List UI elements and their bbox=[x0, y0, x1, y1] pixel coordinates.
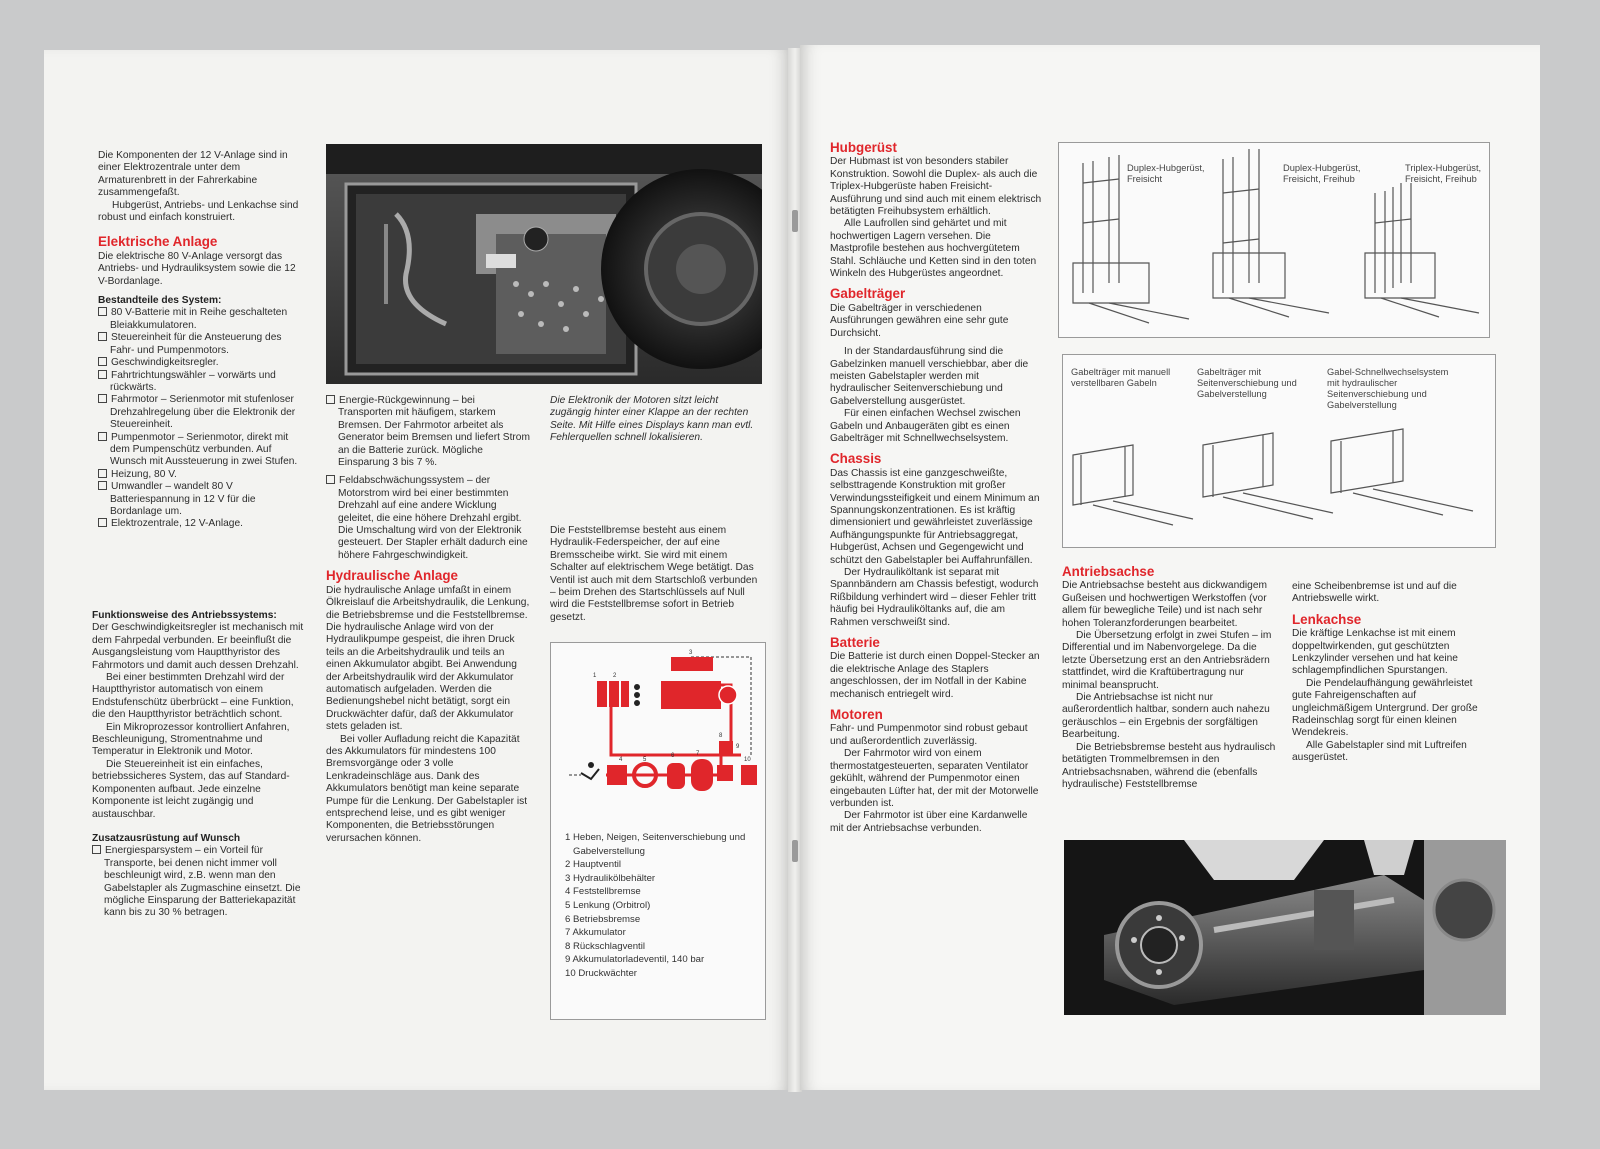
list-item: Heizung, 80 V. bbox=[98, 469, 304, 481]
legend-item: 6 Betriebsbremse bbox=[565, 913, 641, 925]
heading-elektrische-anlage: Elektrische Anlage bbox=[98, 234, 218, 250]
left-column-1 bbox=[98, 150, 304, 531]
heading-lenkachse: Lenkachse bbox=[1292, 611, 1362, 627]
mast-label: Duplex-Hubgerüst, Freisicht bbox=[1127, 163, 1205, 184]
body-paragraph: Alle Gabelstapler sind mit Luftreifen ausgerüstet. bbox=[1292, 739, 1467, 764]
body-paragraph: Bei einer bestimmten Drehzahl wird der Hauptthyristor automatisch von einem Endstufenschütz überbrückt – eine Funktion, die den Hauptthyristor beträchtlich schont. bbox=[92, 672, 294, 721]
body-paragraph: Für einen einfachen Wechsel zwischen Gabeln und Anbaugeräten gibt es einen Gabelträger mit Schnellwechselsystem. bbox=[830, 408, 1021, 444]
body-paragraph: Die Batterie ist durch einen Doppel-Stecker an die elektrische Anlage des Staplers angeschlossen, der im Notfall in der Kabine mechanisch entriegelt wird. bbox=[830, 651, 1040, 700]
body-paragraph: Die Antriebsachse ist nicht nur außerordentlich haltbar, sondern auch nahezu geräuschlos – ein Ergebnis der sorgfältigen Bearbeitung. bbox=[1062, 692, 1270, 741]
svg-text:9: 9 bbox=[736, 744, 740, 750]
body-paragraph: Das Chassis ist eine ganzgeschweißte, selbsttragende Konstruktion mit großer Verwindungssteifigkeit und einem Minimum an Spannungskonzentrationen. Es ist kräftig dimensioniert und gewährleistet zuverlässige Aufhängungspunkte für Antriebsaggregat, Hubgerüst, Achsen und Gegengewicht und schützt den Gabelstapler bei Auffahrunfällen. bbox=[830, 467, 1040, 566]
heading-batterie: Batterie bbox=[830, 635, 880, 651]
heading-chassis: Chassis bbox=[830, 451, 882, 467]
body-paragraph: Die Betriebsbremse besteht aus hydraulisch betätigten Trommelbremsen in den Antriebsachsnaben, während die (ebenfalls hydraulische) Feststellbremse bbox=[1062, 741, 1276, 790]
hydraulic-diagram bbox=[551, 645, 765, 820]
legend-item: 3 Hydraulikölbehälter bbox=[565, 872, 656, 884]
body-paragraph: Fahr- und Pumpenmotor sind robust gebaut und außerordentlich zuverlässig. bbox=[830, 723, 1028, 747]
body-paragraph: Alle Laufrollen sind gehärtet und mit hochwertigen Lagern versehen. Die Mastprofile bestehen aus hochvergütetem Stahl. Schläuche und Ketten sind in den toten Winkeln des Hubgerüstes angeordnet. bbox=[830, 218, 1037, 280]
intro-paragraph: Die Komponenten der 12 V-Anlage sind in einer Elektrozentrale unter dem Armaturenbrett in der Fahrerkabine zusammengefaßt. bbox=[98, 150, 288, 199]
drive-axle-photo bbox=[1064, 840, 1506, 1015]
body-paragraph: Die Gabelträger in verschiedenen Ausführungen gewähren eine sehr gute Durchsicht. bbox=[830, 302, 1009, 339]
electronics-photo-image bbox=[326, 144, 762, 384]
drive-axle-photo-image bbox=[1064, 840, 1506, 1015]
list-item: Pumpenmotor – Serienmotor, direkt mit dem Pumpenschütz verbunden. Auf Wunsch mit Aussteuerung in zwei Stufen. bbox=[98, 432, 304, 469]
list-item: Fahrtrichtungswähler – vorwärts und rückwärts. bbox=[98, 370, 304, 395]
body-paragraph: Ein Mikroprozessor kontrolliert Anfahren, Beschleunigung, Stromentnahme und Temperatur in Elektronik und Motor. bbox=[92, 721, 290, 758]
legend-item: 4 Feststellbremse bbox=[565, 886, 641, 898]
right-column-1 bbox=[830, 142, 1042, 835]
left-column-2 bbox=[326, 395, 531, 845]
carriage-drawings bbox=[1062, 354, 1496, 548]
body-paragraph: Die elektrische 80 V-Anlage versorgt das Antriebs- und Hydrauliksystem sowie die 12 V-Bordanlage. bbox=[98, 250, 296, 287]
svg-text:4: 4 bbox=[619, 757, 623, 763]
legend-item: 2 Hauptventil bbox=[565, 859, 621, 871]
right-column-2 bbox=[1062, 566, 1276, 791]
list-item: Steuereinheit für die Ansteuerung des Fahr- und Pumpenmotors. bbox=[98, 332, 304, 357]
svg-text:3: 3 bbox=[689, 650, 693, 656]
list-item: Energie-Rückgewinnung – bei Transporten mit häufigem, starkem Bremsen. Der Fahrmotor arbeitet als Generator beim Bremsen und liefert Strom an die Batterie zurück. Mögliche Einsparung 3 bis 7 %. bbox=[326, 395, 531, 469]
staple-bottom bbox=[792, 840, 798, 862]
list-item: Energiesparsystem – ein Vorteil für Transporte, bei denen nicht immer voll beschleunigt wird, z.B. wenn man den Gabelstapler als Zugmaschine einsetzt. Die mögliche Einsparung der Batteriekapazität kann bis zu 30 % betragen. bbox=[92, 845, 304, 919]
body-paragraph: Die Pendelaufhängung gewährleistet gute Fahreigenschaften auf ungleichmäßigem Untergrund. Der große Radeinschlag sorgt für einen kleinen Wendekreis. bbox=[1292, 677, 1478, 739]
body-paragraph: Die Antriebsachse besteht aus dickwandigem Gußeisen und hochwertigen Werkstoffen (vor allem für bewegliche Teile) und ist nach sehr hohen Toleranzforderungen bearbeitet. bbox=[1062, 580, 1267, 629]
body-paragraph: Der Hubmast ist von besonders stabiler Konstruktion. Sowohl die Duplex- als auch die Triplex-Hubgerüste haben Freisicht-Ausführung und sind auch mit einem elektrisch betätigten Freihubsystem erhältlich. bbox=[830, 156, 1042, 218]
intro-paragraph: Hubgerüst, Antriebs- und Lenkachse sind robust und einfach konstruiert. bbox=[98, 199, 299, 224]
body-paragraph: Der Fahrmotor ist über eine Kardanwelle mit der Antriebsachse verbunden. bbox=[830, 810, 1028, 834]
staple-top bbox=[792, 210, 798, 232]
legend-item: 10 Druckwächter bbox=[565, 967, 637, 979]
svg-text:7: 7 bbox=[696, 751, 700, 757]
legend-item: 9 Akkumulatorladeventil, 140 bar bbox=[565, 954, 705, 966]
list-item: Geschwindigkeitsregler. bbox=[98, 357, 304, 369]
legend-item: 7 Akkumulator bbox=[565, 927, 626, 939]
body-paragraph: In der Standardausführung sind die Gabelzinken manuell verschiebbar, aber die meisten Gabelstapler werden mit hydraulischer Seitenverschiebung und Gabelverstellung ausgerüstet. bbox=[830, 346, 1029, 407]
heading-motoren: Motoren bbox=[830, 707, 883, 723]
list-item: Umwandler – wandelt 80 V Batteriespannung in 12 V für die Bordanlage um. bbox=[98, 481, 304, 518]
heading-hubgeruest: Hubgerüst bbox=[830, 140, 897, 155]
carriage-label: Gabelträger mit Seitenverschiebung und Gabelverstellung bbox=[1197, 367, 1297, 399]
mast-drawings bbox=[1058, 142, 1490, 338]
list-item: Feldabschwächungssystem – der Motorstrom wird bei einer bestimmten Drehzahl auf eine andere Wicklung geleitet, die eine höhere Drehzahl ergibt. Die Umschaltung wird von der Elektronik gesteuert. Der Stapler erhält dadurch eine höhere Fahrgeschwindigkeit. bbox=[326, 475, 531, 562]
right-column-3 bbox=[1292, 581, 1492, 765]
legend-item: 1 Heben, Neigen, Seitenverschiebung und Gabelverstellung bbox=[565, 832, 746, 857]
electronics-photo bbox=[326, 144, 762, 384]
carriage-label: Gabelträger mit manuell verstellbaren Gabeln bbox=[1071, 367, 1171, 388]
body-paragraph: Der Geschwindigkeitsregler ist mechanisch mit dem Fahrpedal verbunden. Er beeinflußt die Ausgangsleistung vom Hauptthyristor des Fahrmotors und damit auch dessen Drehzahl. bbox=[92, 622, 304, 671]
list-item: 80 V-Batterie mit in Reihe geschalteten Bleiakkumulatoren. bbox=[98, 307, 304, 332]
svg-text:5: 5 bbox=[643, 757, 647, 763]
list-item: Elektrozentrale, 12 V-Anlage. bbox=[98, 518, 304, 530]
svg-text:2: 2 bbox=[613, 673, 617, 679]
legend-item: 8 Rückschlagventil bbox=[565, 940, 645, 952]
body-paragraph: Bei voller Aufladung reicht die Kapazität des Akkumulators für mindestens 100 Bremsvorgänge oder 3 volle Lenkradeinschläge aus. Dank des Akkumulators benötigt man keine separate Pumpe für die Lenkung. Der Gabelstapler ist entsprechend leise, und es gibt weniger Komponenten, die Betriebsstörungen verursachen können. bbox=[326, 733, 528, 844]
mast-label: Triplex-Hubgerüst, Freisicht, Freihub bbox=[1405, 163, 1482, 184]
svg-text:6: 6 bbox=[671, 753, 675, 759]
mast-label: Duplex-Hubgerüst, Freisicht, Freihub bbox=[1283, 163, 1361, 184]
photo-caption: Die Elektronik der Motoren sitzt leicht zugängig hinter einer Klappe an der rechten Seite. Mit Hilfe eines Displays kann man evtl. Fehlerquellen schnell lokalisieren. bbox=[550, 395, 754, 444]
heading-hydraulische-anlage: Hydraulische Anlage bbox=[326, 568, 458, 584]
feststellbremse-text: Die Feststellbremse besteht aus einem Hydraulik-Federspeicher, der auf eine Bremsscheibe wirkt. Sie wird mit einem Schalter auf elektrischem Wege betätigt. Das Ventil ist auch mit dem Startschloß verbunden – beim Drehen des Startschlüssels auf Null wird die Feststellbremse sofort in Betrieb gesetzt. bbox=[550, 525, 758, 623]
body-paragraph: Der Hydrauliköltank ist separat mit Spannbändern am Chassis befestigt, wodurch Rißbildung verhindert wird – dieser Fehler tritt häufig bei Hydrauliköltanks auf, die am Rahmen verschweißt sind. bbox=[830, 567, 1039, 628]
svg-text:1: 1 bbox=[593, 673, 597, 679]
hydraulic-diagram-box bbox=[550, 642, 766, 1020]
subheading-bestandteile: Bestandteile des System: bbox=[98, 295, 222, 307]
oil-tank-symbol bbox=[671, 657, 713, 671]
left-column-1-lower bbox=[92, 610, 304, 920]
body-paragraph: Die kräftige Lenkachse ist mit einem doppeltwirkenden, gut geschützten Lenkzylinder versehen und hat keine schlagempfindlichen Spurstangen. bbox=[1292, 628, 1458, 677]
body-paragraph: eine Scheibenbremse ist und auf die Antriebswelle wirkt. bbox=[1292, 581, 1457, 605]
svg-text:10: 10 bbox=[744, 757, 751, 763]
diagram-legend bbox=[565, 831, 765, 981]
svg-text:8: 8 bbox=[719, 733, 723, 739]
subheading-zusatzausruestung: Zusatzausrüstung auf Wunsch bbox=[92, 832, 241, 844]
body-paragraph: Die hydraulische Anlage umfaßt in einem Ölkreislauf die Arbeitshydraulik, die Lenkung, die Betriebsbremse und die Feststellbremse. Die hydraulische Anlage wird von der Hydraulikpumpe gespeist, die ihren Druck teils an die Arbeitshydraulik und teils an einen Akkumulator abgibt. Bei Anwendung der Arbeitshydraulik wird der Akkumulator automatisch aufgeladen. Werden die Bedienungshebel nicht betätigt, sorgt ein Druckwächter dafür, daß der Akkumulator stets geladen ist. bbox=[326, 584, 530, 733]
heading-antriebsachse: Antriebsachse bbox=[1062, 564, 1155, 579]
list-item: Fahrmotor – Serienmotor mit stufenloser Drehzahlregelung über die Elektronik der Steuereinheit. bbox=[98, 394, 304, 431]
body-paragraph: Die Steuereinheit ist ein einfaches, betriebssicheres System, das auf Standard-Komponenten aufbaut. Jede einzelne Komponente ist leicht zugängig und austauschbar. bbox=[92, 758, 290, 820]
carriage-label: Gabel-Schnellwechselsystem mit hydraulischer Seitenverschiebung und Gabelverstellung bbox=[1327, 367, 1449, 410]
heading-gabeltraeger: Gabelträger bbox=[830, 286, 906, 302]
subheading-funktionsweise: Funktionsweise des Antriebssystems: bbox=[92, 610, 277, 621]
main-valve-symbol bbox=[661, 681, 721, 709]
legend-item: 5 Lenkung (Orbitrol) bbox=[565, 899, 651, 911]
body-paragraph: Die Übersetzung erfolgt in zwei Stufen – im Differential und im Nabenvorgelege. Da die letzte Übersetzung erst an den Antriebsrädern stattfindet, wird die Kraftübertragung nur minimal beansprucht. bbox=[1062, 630, 1272, 691]
body-paragraph: Der Fahrmotor wird von einem thermostatgesteuerten, separaten Ventilator gekühlt, während der Pumpenmotor einen eingebauten Lüfter hat, der mit der Motorwelle verbunden ist. bbox=[830, 748, 1039, 809]
